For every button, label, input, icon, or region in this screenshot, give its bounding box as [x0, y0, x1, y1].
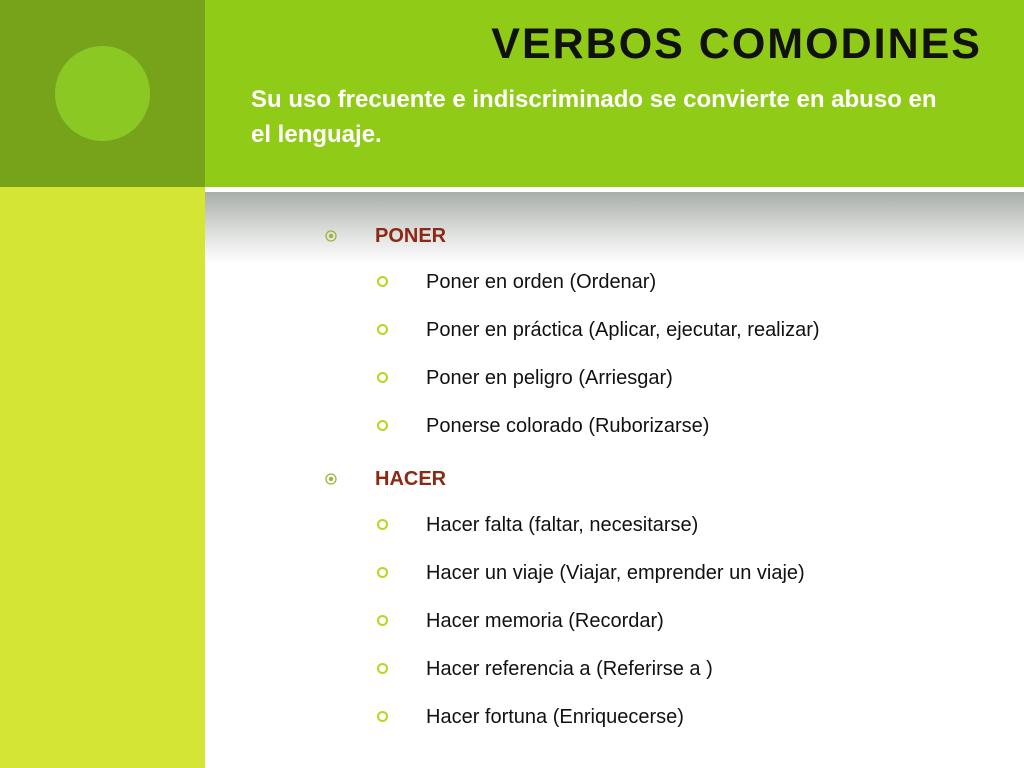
list-item [320, 258, 1010, 306]
list-item-text: Hacer fortuna (Enriquecerse) [426, 706, 684, 728]
bullet-list [320, 214, 1010, 748]
ring-bullet-icon [377, 276, 388, 287]
ring-bullet-icon [377, 567, 388, 578]
section-hacer [320, 457, 1010, 741]
list-item-text: Poner en práctica (Aplicar, ejecutar, realizar) [426, 319, 820, 341]
list-item [320, 306, 1010, 354]
decorative-circle [55, 46, 150, 141]
list-item [320, 549, 1010, 597]
target-bullet-icon [325, 230, 337, 242]
ring-bullet-icon [377, 420, 388, 431]
section-heading [320, 457, 1010, 501]
list-item [320, 693, 1010, 741]
ring-bullet-icon [377, 615, 388, 626]
list-item-text: Hacer un viaje (Viajar, emprender un viaje) [426, 562, 805, 584]
list-item [320, 402, 1010, 450]
list-item [320, 645, 1010, 693]
ring-bullet-icon [377, 519, 388, 530]
list-item-text: Hacer falta (faltar, necesitarse) [426, 514, 699, 536]
ring-bullet-icon [377, 372, 388, 383]
section-heading-label: PONER [375, 225, 447, 247]
target-bullet-icon [325, 473, 337, 485]
list-item [320, 501, 1010, 549]
slide-title: VERBOS COMODINES [491, 20, 982, 68]
left-lime-panel [0, 187, 205, 768]
ring-bullet-icon [377, 663, 388, 674]
section-heading [320, 214, 1010, 258]
section-heading-label: HACER [375, 468, 447, 490]
list-item-text: Hacer memoria (Recordar) [426, 610, 664, 632]
ring-bullet-icon [377, 711, 388, 722]
list-item-text: Poner en orden (Ordenar) [426, 271, 657, 293]
list-item [320, 354, 1010, 402]
list-item-text: Hacer referencia a (Referirse a ) [426, 658, 713, 680]
section-poner [320, 214, 1010, 450]
list-item-text: Poner en peligro (Arriesgar) [426, 367, 673, 389]
slide-header [205, 0, 1024, 187]
list-item-text: Ponerse colorado (Ruborizarse) [426, 415, 710, 437]
list-item [320, 597, 1010, 645]
ring-bullet-icon [377, 324, 388, 335]
slide-subtitle: Su uso frecuente e indiscriminado se convierte en abuso en el lenguaje. [251, 86, 937, 148]
